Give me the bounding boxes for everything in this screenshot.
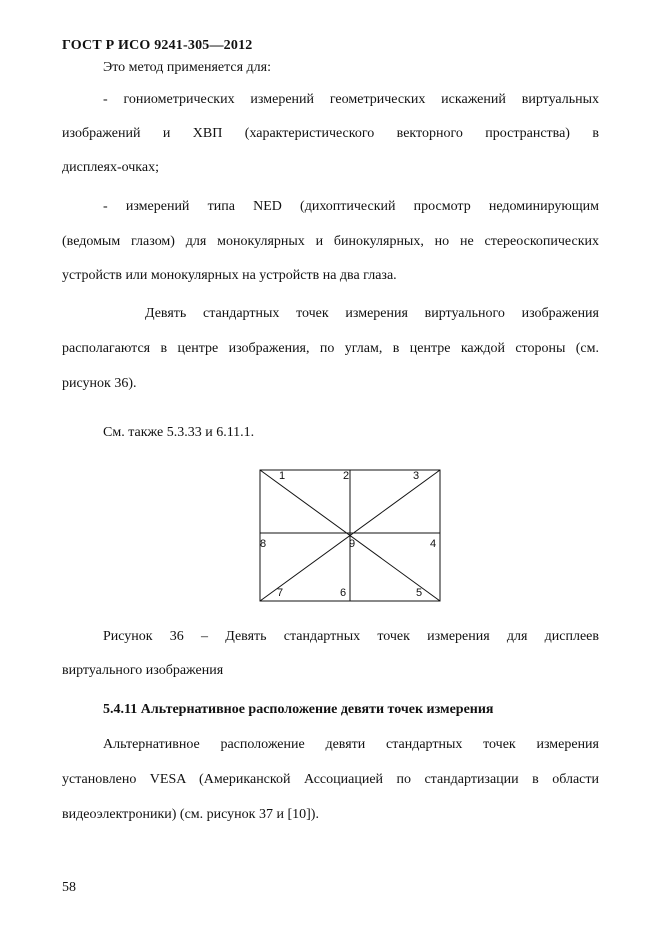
paragraph-nine-points-line3: рисунок 36). (62, 376, 137, 391)
point-label-3: 3 (413, 470, 420, 482)
figure-36-nine-points (259, 469, 441, 602)
point-label-5: 5 (416, 587, 423, 599)
point-label-4: 4 (430, 538, 437, 550)
point-label-9: 9 (349, 538, 356, 550)
paragraph-nine-points-line2: располагаются в центре изображения, по углам, в центре каждой стороны (см. (62, 341, 599, 356)
paragraph-goniometric-line3: дисплеях-очках; (62, 160, 159, 175)
figure-caption-line2: виртуального изображения (62, 663, 224, 678)
paragraph-ned-line3: устройств или монокулярных на устройств на два глаза. (62, 268, 397, 283)
paragraph-goniometric-line2: изображений и ХВП (характеристического векторного пространства) в (62, 126, 599, 141)
page-number: 58 (62, 880, 76, 895)
paragraph-intro: Это метод применяется для: (103, 60, 271, 75)
section-paragraph-line2: установлено VESA (Американской Ассоциацией по стандартизации в области (62, 772, 599, 787)
see-also-reference: См. также 5.3.33 и 6.11.1. (103, 425, 255, 440)
standard-header: ГОСТ Р ИСО 9241-305—2012 (62, 38, 253, 53)
point-label-8: 8 (260, 538, 267, 550)
section-paragraph-line1: Альтернативное расположение девяти стандартных точек измерения (103, 737, 599, 752)
paragraph-goniometric-line1: - гониометрических измерений геометрических искажений виртуальных (103, 92, 599, 107)
point-label-1: 1 (279, 470, 286, 482)
paragraph-nine-points-line1: Девять стандартных точек измерения виртуального изображения (145, 306, 599, 321)
paragraph-ned-line2: (ведомым глазом) для монокулярных и бинокулярных, но не стереоскопических (62, 234, 599, 249)
point-label-6: 6 (340, 587, 347, 599)
point-label-2: 2 (343, 470, 350, 482)
paragraph-ned-line1: - измерений типа NED (дихоптический просмотр недоминирующим (103, 199, 599, 214)
section-paragraph-line3: видеоэлектроники) (см. рисунок 37 и [10]). (62, 807, 319, 822)
figure-36-diagram (259, 469, 441, 602)
section-heading: 5.4.11 Альтернативное расположение девяти точек измерения (103, 702, 494, 717)
point-label-7: 7 (277, 587, 284, 599)
figure-caption-line1: Рисунок 36 – Девять стандартных точек измерения для дисплеев (103, 629, 599, 644)
